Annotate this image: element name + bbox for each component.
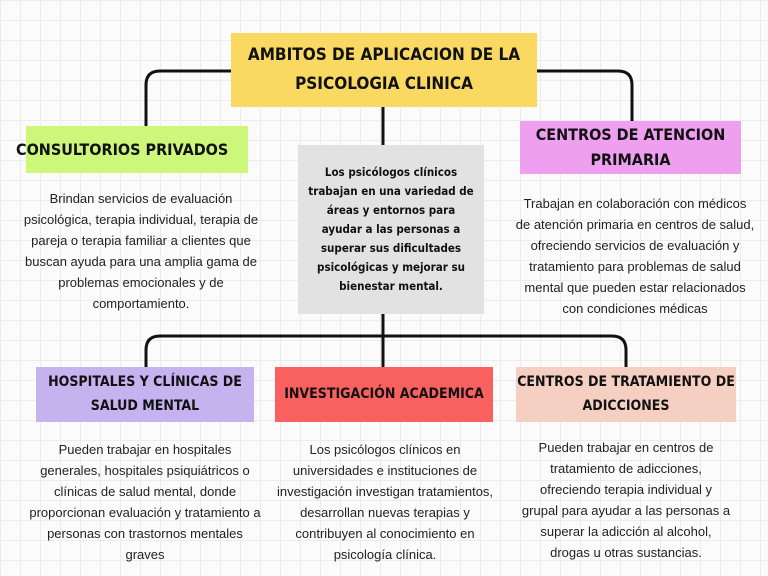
center-summary-text: Los psicólogos clínicos trabajan en una variedad de áreas y entornos para ayudar a las personas a superar sus dificultades psicológicas y mejorar su bienestar mental. xyxy=(308,165,474,293)
branch-adicciones xyxy=(516,367,736,422)
branch-centros-atencion-primaria xyxy=(520,121,741,174)
branch-investigacion-label: INVESTIGACIÓN ACADEMICA xyxy=(284,385,484,402)
branch-centros-atencion-label: CENTROS DE ATENCION PRIMARIA xyxy=(535,124,726,169)
connector-bottom-bar xyxy=(146,336,626,367)
description-consultorios: Brindan servicios de evaluación psicológica, terapia individual, terapia de pareja o terapia familiar a clientes que buscan ayuda para una amplia gama de problemas emocionales y de comportamiento. xyxy=(23,191,259,312)
description-investigacion: Los psicólogos clínicos en universidades e instituciones de investigación investigan tratamientos, desarrollan nuevas terapias y contribuyen al conocimiento en psicología clínica. xyxy=(276,442,494,563)
branch-adicciones-label: CENTROS DE TRATAMIENTO DE ADICCIONES xyxy=(517,374,735,414)
description-hospitales: Pueden trabajar en hospitales generales, hospitales psiquiátricos o clínicas de salud mental, donde proporcionan evaluación y tratamiento a personas con trastornos mentales graves xyxy=(29,442,261,563)
branch-investigacion xyxy=(275,367,493,422)
description-adicciones: Pueden trabajar en centros de tratamiento de adicciones, ofreciendo terapia individual y grupal para ayudar a las personas a superar la adicción al alcohol, drogas u otras sustancias. xyxy=(521,440,731,561)
center-summary-box xyxy=(298,145,484,314)
connector-title-left xyxy=(146,71,231,126)
branch-hospitales-label: HOSPITALES Y CLÍNICAS DE SALUD MENTAL xyxy=(48,374,242,414)
title-box xyxy=(231,33,537,107)
branch-consultorios-label: CONSULTORIOS PRIVADOS xyxy=(16,139,229,159)
branch-hospitales xyxy=(36,367,254,422)
title-text: AMBITOS DE APLICACION DE LA PSICOLOGIA CLINICA xyxy=(247,45,521,94)
connector-title-right xyxy=(537,71,632,121)
description-centros-atencion: Trabajan en colaboración con médicos de atención primaria en centros de salud, ofreciendo servicios de evaluación y tratamiento para problemas de salud mental que pueden estar relacionados con condiciones médicas xyxy=(515,196,755,317)
branch-consultorios-privados xyxy=(16,126,248,173)
